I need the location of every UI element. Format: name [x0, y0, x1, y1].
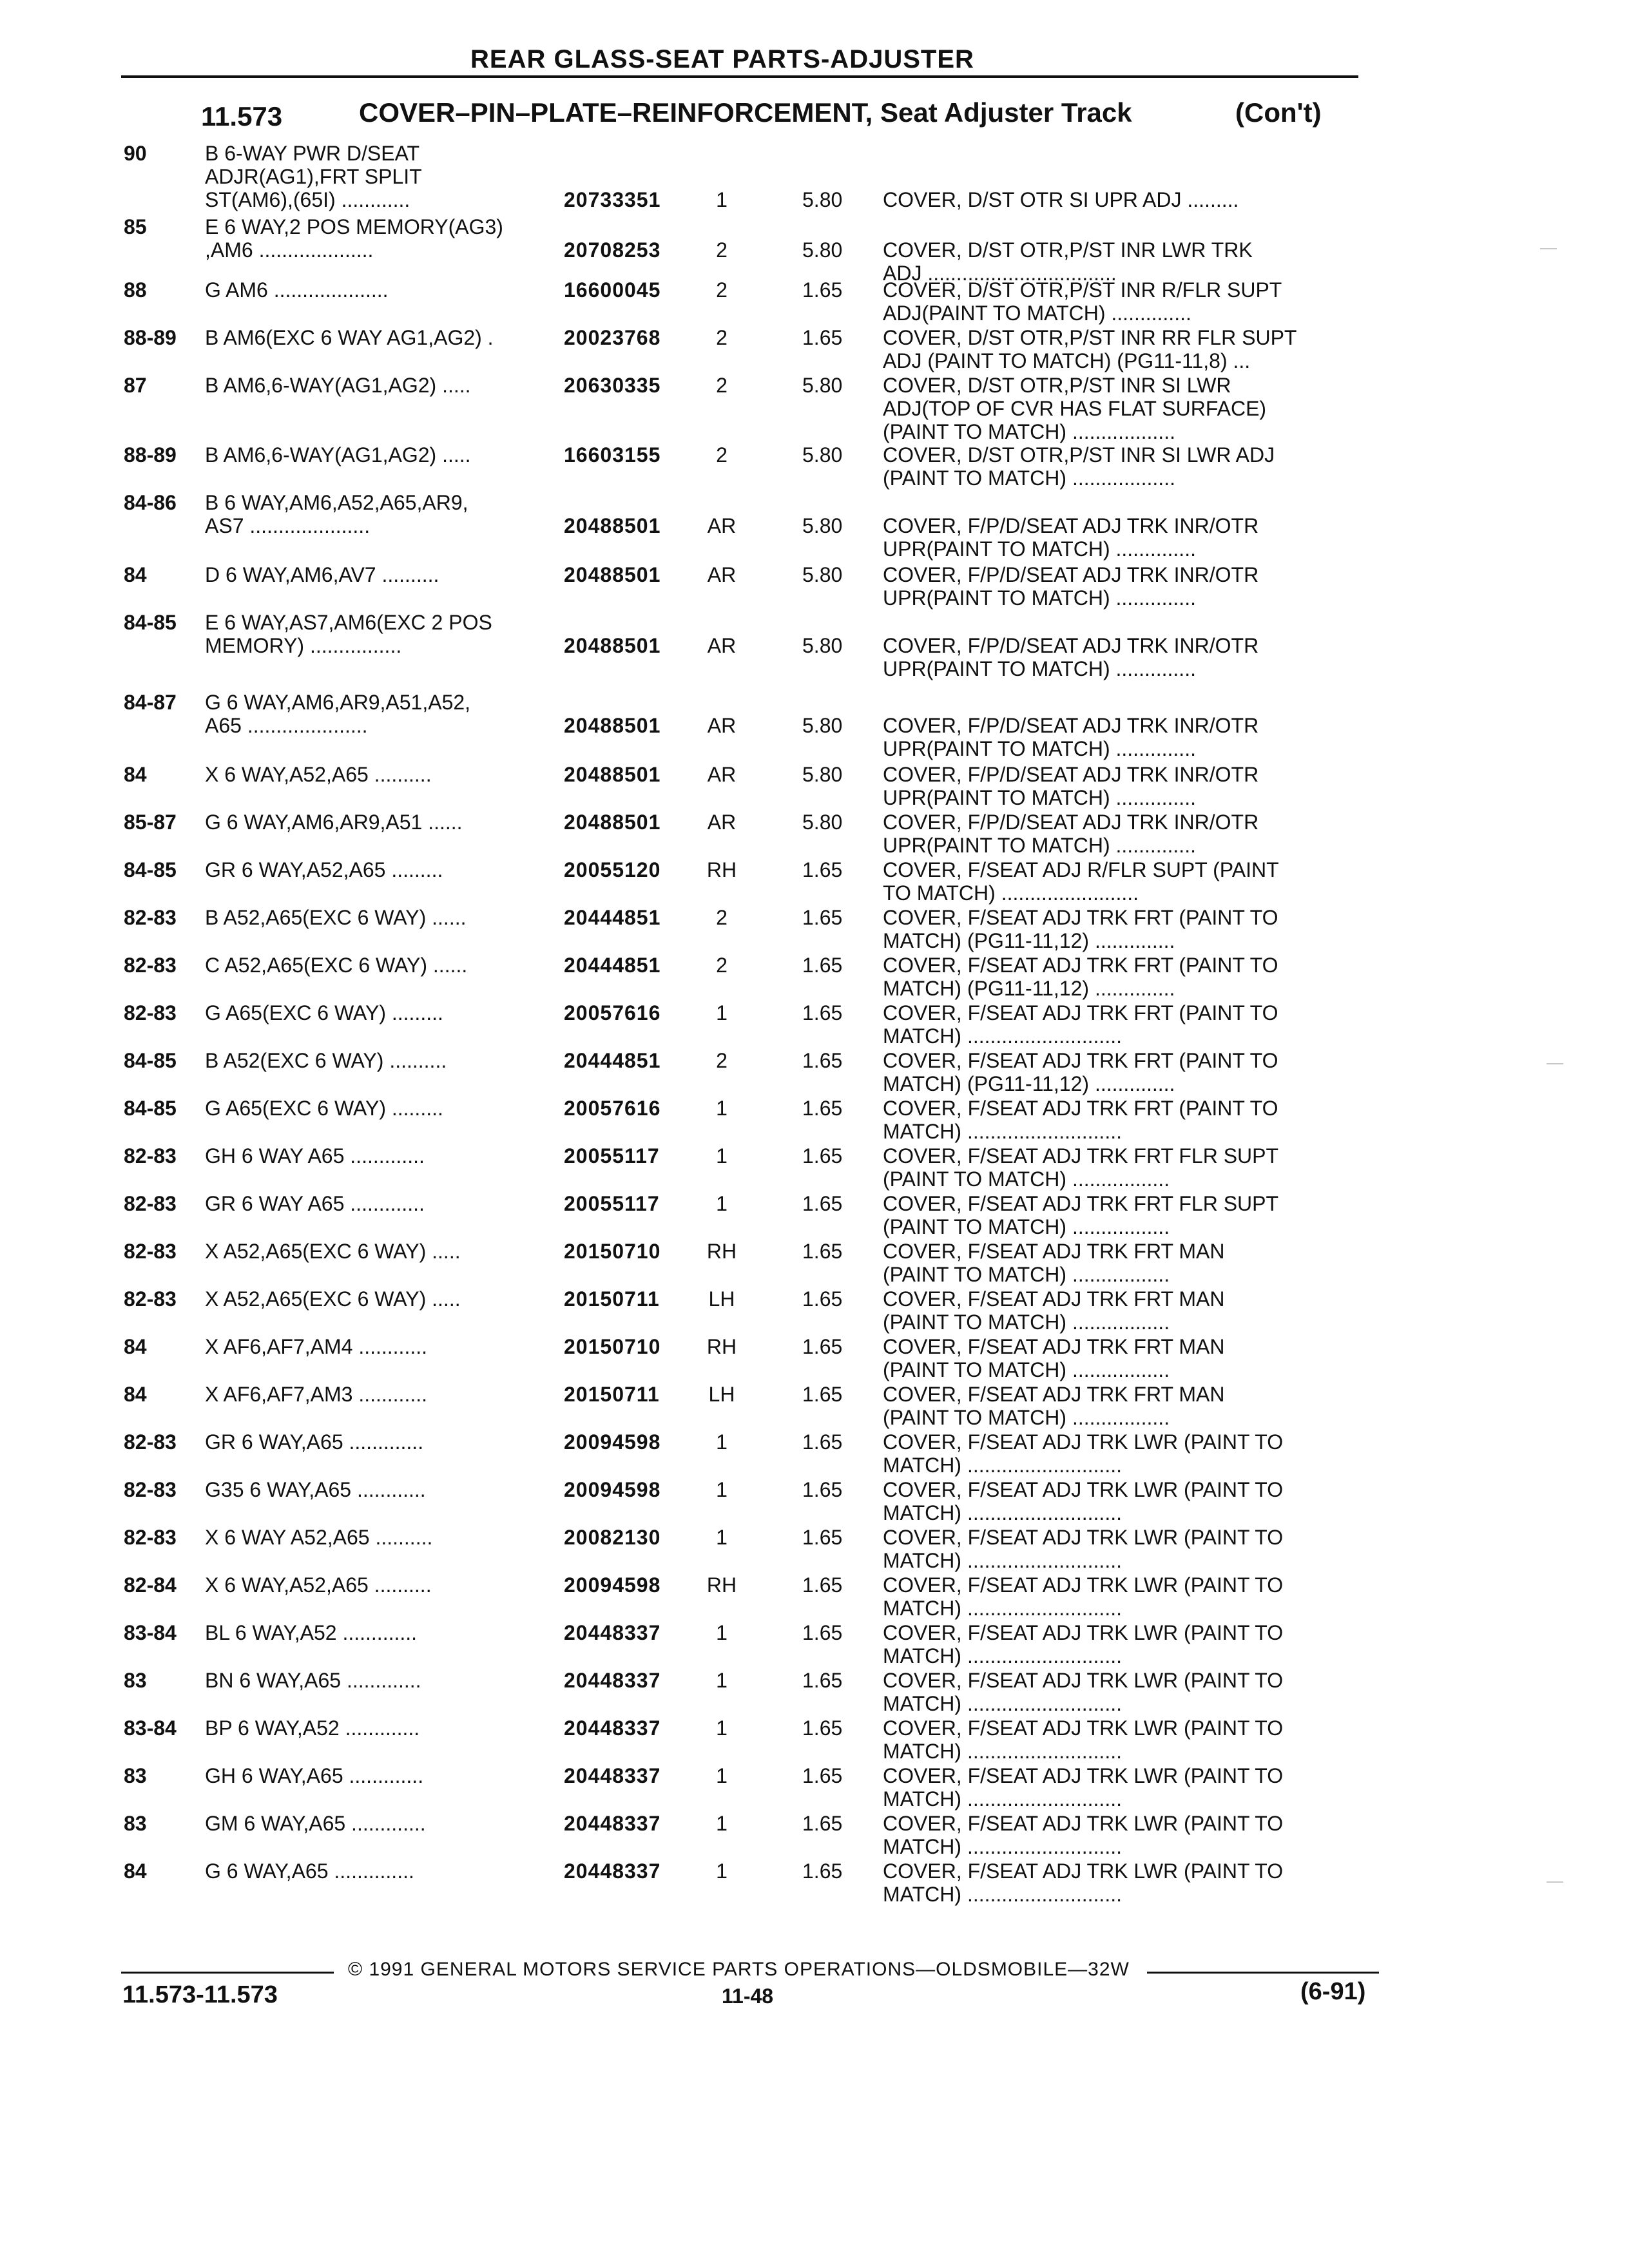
body-description: G 6 WAY,AM6,AR9,A51,A52, A65 ..................... — [205, 691, 471, 737]
part-number: 20448337 — [564, 1716, 661, 1740]
part-number: 20488501 — [564, 634, 661, 657]
model-year: 84-85 — [124, 1049, 177, 1072]
group-number: 1.65 — [802, 1526, 843, 1549]
quantity: 2 — [716, 374, 728, 397]
body-description: GR 6 WAY,A65 ............. — [205, 1430, 424, 1454]
model-year: 84-86 — [124, 491, 177, 514]
quantity: 2 — [716, 1049, 728, 1072]
part-number: 20055120 — [564, 858, 661, 881]
body-description: X A52,A65(EXC 6 WAY) ..... — [205, 1240, 461, 1263]
section-range: 11.573-11.573 — [122, 1981, 278, 2008]
group-number: 1.65 — [802, 1192, 843, 1215]
quantity: RH — [706, 1573, 737, 1597]
part-name: COVER, F/SEAT ADJ TRK FRT MAN (PAINT TO MATCH) ................. — [883, 1287, 1225, 1334]
body-description: GR 6 WAY,A52,A65 ......... — [205, 858, 443, 881]
body-description: B 6 WAY,AM6,A52,A65,AR9, AS7 ..................... — [205, 491, 468, 537]
body-description: G A65(EXC 6 WAY) ......... — [205, 1097, 443, 1120]
model-year: 82-83 — [124, 1192, 177, 1215]
quantity: RH — [706, 858, 737, 881]
group-number: 1.65 — [802, 1383, 843, 1406]
part-number: 20488501 — [564, 714, 661, 737]
group-number: 1.65 — [802, 1573, 843, 1597]
part-name: COVER, F/SEAT ADJ TRK FRT (PAINT TO MATCH) ........................... — [883, 1097, 1278, 1143]
body-description: BP 6 WAY,A52 ............. — [205, 1716, 420, 1740]
part-number: 20448337 — [564, 1812, 661, 1835]
part-name: COVER, F/SEAT ADJ TRK LWR (PAINT TO MATCH) ........................... — [883, 1478, 1284, 1524]
body-description: B AM6(EXC 6 WAY AG1,AG2) . — [205, 326, 494, 349]
part-number: 20448337 — [564, 1621, 661, 1644]
group-number: 1.65 — [802, 1240, 843, 1263]
model-year: 84-87 — [124, 691, 177, 714]
copyright-notice: © 1991 GENERAL MOTORS SERVICE PARTS OPERATIONS—OLDSMOBILE—32W — [348, 1959, 1130, 1980]
part-name: COVER, F/SEAT ADJ TRK LWR (PAINT TO MATCH) ........................... — [883, 1669, 1284, 1715]
part-number: 20733351 — [564, 188, 661, 211]
part-name: COVER, F/SEAT ADJ TRK LWR (PAINT TO MATCH) ........................... — [883, 1621, 1284, 1667]
quantity: 1 — [716, 1716, 728, 1740]
part-name: COVER, F/SEAT ADJ TRK LWR (PAINT TO MATCH) ........................... — [883, 1526, 1284, 1572]
body-description: E 6 WAY,AS7,AM6(EXC 2 POS MEMORY) ................ — [205, 611, 492, 657]
group-number: 5.80 — [802, 634, 843, 657]
model-year: 83-84 — [124, 1716, 177, 1740]
body-description: X 6 WAY,A52,A65 .......... — [205, 763, 432, 786]
body-description: B AM6,6-WAY(AG1,AG2) ..... — [205, 443, 471, 466]
part-number: 20444851 — [564, 954, 661, 977]
part-number: 20448337 — [564, 1669, 661, 1692]
quantity: AR — [707, 514, 737, 537]
body-description: X AF6,AF7,AM3 ............ — [205, 1383, 427, 1406]
part-name: COVER, F/SEAT ADJ TRK LWR (PAINT TO MATCH) ........................... — [883, 1860, 1284, 1906]
group-number: 1.65 — [802, 1097, 843, 1120]
group-number: 5.80 — [802, 188, 843, 211]
page-title: REAR GLASS-SEAT PARTS-ADJUSTER — [470, 45, 974, 73]
part-name: COVER, F/P/D/SEAT ADJ TRK INR/OTR UPR(PAINT TO MATCH) .............. — [883, 763, 1259, 809]
part-number: 20055117 — [564, 1144, 660, 1168]
part-number: 20488501 — [564, 514, 661, 537]
quantity: 1 — [716, 188, 728, 211]
model-year: 87 — [124, 374, 147, 397]
body-description: GH 6 WAY A65 ............. — [205, 1144, 425, 1168]
part-name: COVER, D/ST OTR,P/ST INR SI LWR ADJ(TOP OF CVR HAS FLAT SURFACE) (PAINT TO MATCH) .................. — [883, 374, 1267, 443]
part-name: COVER, D/ST OTR,P/ST INR RR FLR SUPT ADJ (PAINT TO MATCH) (PG11-11,8) ... — [883, 326, 1297, 372]
quantity: RH — [706, 1335, 737, 1358]
quantity: 1 — [716, 1764, 728, 1787]
model-year: 82-83 — [124, 1430, 177, 1454]
group-number: 1.65 — [802, 1812, 843, 1835]
body-description: B AM6,6-WAY(AG1,AG2) ..... — [205, 374, 471, 397]
group-number: 1.65 — [802, 858, 843, 881]
part-name: COVER, F/SEAT ADJ TRK FRT MAN (PAINT TO MATCH) ................. — [883, 1335, 1225, 1381]
quantity: AR — [707, 714, 737, 737]
revision-date: (6-91) — [1300, 1978, 1366, 2005]
part-name: COVER, F/SEAT ADJ TRK LWR (PAINT TO MATCH) ........................... — [883, 1430, 1284, 1477]
body-description: E 6 WAY,2 POS MEMORY(AG3) ,AM6 .................... — [205, 215, 503, 262]
group-number: 5.80 — [802, 763, 843, 786]
model-year: 82-83 — [124, 954, 177, 977]
model-year: 90 — [124, 142, 147, 165]
part-name: COVER, F/SEAT ADJ TRK FRT FLR SUPT (PAINT TO MATCH) ................. — [883, 1192, 1279, 1238]
model-year: 88-89 — [124, 326, 177, 349]
model-year: 88 — [124, 278, 147, 302]
quantity: LH — [708, 1287, 735, 1311]
body-description: B A52,A65(EXC 6 WAY) ...... — [205, 906, 467, 929]
group-number: 1.65 — [802, 1621, 843, 1644]
group-number: 1.65 — [802, 906, 843, 929]
body-description: X 6 WAY,A52,A65 .......... — [205, 1573, 432, 1597]
quantity: 1 — [716, 1144, 728, 1168]
part-name: COVER, D/ST OTR,P/ST INR LWR TRK ADJ ................................. — [883, 238, 1253, 285]
model-year: 85 — [124, 215, 147, 238]
part-number: 20444851 — [564, 906, 661, 929]
quantity: AR — [707, 811, 737, 834]
model-year: 82-83 — [124, 1526, 177, 1549]
group-number: 1.65 — [802, 278, 843, 302]
body-description: G 6 WAY,AM6,AR9,A51 ...... — [205, 811, 463, 834]
body-description: G 6 WAY,A65 .............. — [205, 1860, 414, 1883]
section-name-main: COVER–PIN–PLATE–REINFORCEMENT, — [359, 97, 873, 128]
model-year: 83 — [124, 1669, 147, 1692]
quantity: LH — [708, 1383, 735, 1406]
quantity: 1 — [716, 1812, 728, 1835]
part-name: COVER, D/ST OTR SI UPR ADJ ......... — [883, 188, 1239, 211]
body-description: BN 6 WAY,A65 ............. — [205, 1669, 421, 1692]
group-number: 1.65 — [802, 1430, 843, 1454]
model-year: 84 — [124, 763, 147, 786]
model-year: 84 — [124, 1335, 147, 1358]
model-year: 82-83 — [124, 1001, 177, 1024]
group-number: 5.80 — [802, 714, 843, 737]
part-number: 20057616 — [564, 1001, 661, 1024]
group-number: 5.80 — [802, 443, 843, 466]
body-description: G A65(EXC 6 WAY) ......... — [205, 1001, 443, 1024]
part-number: 20150710 — [564, 1335, 661, 1358]
quantity: 2 — [716, 443, 728, 466]
part-name: COVER, F/P/D/SEAT ADJ TRK INR/OTR UPR(PAINT TO MATCH) .............. — [883, 714, 1259, 760]
part-name: COVER, D/ST OTR,P/ST INR R/FLR SUPT ADJ(PAINT TO MATCH) .............. — [883, 278, 1282, 325]
quantity: AR — [707, 563, 737, 586]
body-description: GH 6 WAY,A65 ............. — [205, 1764, 424, 1787]
body-description: D 6 WAY,AM6,AV7 .......... — [205, 563, 439, 586]
body-description: B 6-WAY PWR D/SEAT ADJR(AG1),FRT SPLIT ST(AM6),(65I) ............ — [205, 142, 422, 211]
body-description: G AM6 .................... — [205, 278, 389, 302]
model-year: 83 — [124, 1812, 147, 1835]
part-number: 20150710 — [564, 1240, 661, 1263]
section-number: 11.573 — [201, 101, 283, 131]
model-year: 83 — [124, 1764, 147, 1787]
model-year: 84 — [124, 563, 147, 586]
section-continued: (Con't) — [1235, 97, 1322, 128]
model-year: 84 — [124, 1860, 147, 1883]
quantity: 1 — [716, 1097, 728, 1120]
part-number: 20488501 — [564, 811, 661, 834]
model-year: 82-83 — [124, 1144, 177, 1168]
part-name: COVER, F/SEAT ADJ TRK FRT (PAINT TO MATCH) (PG11-11,12) .............. — [883, 1049, 1278, 1095]
section-subname: Seat Adjuster Track — [880, 97, 1132, 128]
quantity: 2 — [716, 238, 728, 262]
body-description: B A52(EXC 6 WAY) .......... — [205, 1049, 447, 1072]
part-name: COVER, F/SEAT ADJ TRK FRT MAN (PAINT TO MATCH) ................. — [883, 1240, 1225, 1286]
scan-mark — [1547, 1881, 1563, 1883]
part-name: COVER, F/P/D/SEAT ADJ TRK INR/OTR UPR(PAINT TO MATCH) .............. — [883, 634, 1259, 680]
quantity: AR — [707, 634, 737, 657]
part-name: COVER, F/P/D/SEAT ADJ TRK INR/OTR UPR(PAINT TO MATCH) .............. — [883, 811, 1259, 857]
body-description: GM 6 WAY,A65 ............. — [205, 1812, 426, 1835]
group-number: 1.65 — [802, 954, 843, 977]
group-number: 5.80 — [802, 374, 843, 397]
footer-rule-right — [1147, 1972, 1379, 1974]
quantity: 1 — [716, 1526, 728, 1549]
body-description: BL 6 WAY,A52 ............. — [205, 1621, 418, 1644]
body-description: X 6 WAY A52,A65 .......... — [205, 1526, 433, 1549]
quantity: 1 — [716, 1860, 728, 1883]
model-year: 83-84 — [124, 1621, 177, 1644]
part-number: 20630335 — [564, 374, 661, 397]
group-number: 1.65 — [802, 1669, 843, 1692]
quantity: RH — [706, 1240, 737, 1263]
quantity: 2 — [716, 278, 728, 302]
scan-mark — [1540, 248, 1557, 249]
model-year: 84-85 — [124, 858, 177, 881]
scan-mark — [1547, 1063, 1563, 1064]
part-number: 20444851 — [564, 1049, 661, 1072]
group-number: 1.65 — [802, 1716, 843, 1740]
group-number: 5.80 — [802, 514, 843, 537]
quantity: AR — [707, 763, 737, 786]
part-number: 16600045 — [564, 278, 661, 302]
quantity: 1 — [716, 1478, 728, 1501]
part-name: COVER, F/P/D/SEAT ADJ TRK INR/OTR UPR(PAINT TO MATCH) .............. — [883, 514, 1259, 561]
group-number: 1.65 — [802, 1478, 843, 1501]
group-number: 5.80 — [802, 811, 843, 834]
part-number: 20150711 — [564, 1287, 660, 1311]
part-name: COVER, F/SEAT ADJ R/FLR SUPT (PAINT TO MATCH) ........................ — [883, 858, 1279, 905]
quantity: 2 — [716, 906, 728, 929]
part-number: 16603155 — [564, 443, 661, 466]
quantity: 1 — [716, 1621, 728, 1644]
part-number: 20094598 — [564, 1430, 661, 1454]
body-description: C A52,A65(EXC 6 WAY) ...... — [205, 954, 468, 977]
model-year: 84-85 — [124, 1097, 177, 1120]
group-number: 1.65 — [802, 326, 843, 349]
part-number: 20488501 — [564, 763, 661, 786]
group-number: 1.65 — [802, 1001, 843, 1024]
quantity: 2 — [716, 954, 728, 977]
body-description: X AF6,AF7,AM4 ............ — [205, 1335, 427, 1358]
model-year: 85-87 — [124, 811, 177, 834]
group-number: 1.65 — [802, 1335, 843, 1358]
part-number: 20708253 — [564, 238, 661, 262]
group-number: 1.65 — [802, 1764, 843, 1787]
model-year: 82-84 — [124, 1573, 177, 1597]
group-number: 5.80 — [802, 563, 843, 586]
part-name: COVER, F/SEAT ADJ TRK FRT (PAINT TO MATCH) ........................... — [883, 1001, 1278, 1048]
group-number: 1.65 — [802, 1287, 843, 1311]
part-name: COVER, F/P/D/SEAT ADJ TRK INR/OTR UPR(PAINT TO MATCH) .............. — [883, 563, 1259, 610]
model-year: 82-83 — [124, 906, 177, 929]
group-number: 1.65 — [802, 1860, 843, 1883]
part-name: COVER, D/ST OTR,P/ST INR SI LWR ADJ (PAINT TO MATCH) .................. — [883, 443, 1275, 490]
quantity: 1 — [716, 1669, 728, 1692]
part-number: 20023768 — [564, 326, 661, 349]
part-name: COVER, F/SEAT ADJ TRK LWR (PAINT TO MATCH) ........................... — [883, 1812, 1284, 1858]
page-number: 11-48 — [722, 1984, 774, 2008]
footer-rule-left — [121, 1972, 334, 1974]
part-name: COVER, F/SEAT ADJ TRK FRT FLR SUPT (PAINT TO MATCH) ................. — [883, 1144, 1279, 1191]
part-name: COVER, F/SEAT ADJ TRK FRT MAN (PAINT TO MATCH) ................. — [883, 1383, 1225, 1429]
part-name: COVER, F/SEAT ADJ TRK LWR (PAINT TO MATCH) ........................... — [883, 1764, 1284, 1811]
part-name: COVER, F/SEAT ADJ TRK LWR (PAINT TO MATCH) ........................... — [883, 1716, 1284, 1763]
part-name: COVER, F/SEAT ADJ TRK FRT (PAINT TO MATCH) (PG11-11,12) .............. — [883, 954, 1278, 1000]
part-number: 20094598 — [564, 1478, 661, 1501]
model-year: 84-85 — [124, 611, 177, 634]
model-year: 82-83 — [124, 1287, 177, 1311]
part-number: 20448337 — [564, 1764, 661, 1787]
part-number: 20094598 — [564, 1573, 661, 1597]
quantity: 2 — [716, 326, 728, 349]
group-number: 5.80 — [802, 238, 843, 262]
group-number: 1.65 — [802, 1144, 843, 1168]
part-number: 20082130 — [564, 1526, 661, 1549]
part-number: 20055117 — [564, 1192, 660, 1215]
part-number: 20057616 — [564, 1097, 661, 1120]
part-name: COVER, F/SEAT ADJ TRK LWR (PAINT TO MATCH) ........................... — [883, 1573, 1284, 1620]
body-description: GR 6 WAY A65 ............. — [205, 1192, 425, 1215]
quantity: 1 — [716, 1001, 728, 1024]
body-description: X A52,A65(EXC 6 WAY) ..... — [205, 1287, 461, 1311]
quantity: 1 — [716, 1430, 728, 1454]
model-year: 82-83 — [124, 1478, 177, 1501]
group-number: 1.65 — [802, 1049, 843, 1072]
model-year: 88-89 — [124, 443, 177, 466]
part-number: 20488501 — [564, 563, 661, 586]
body-description: G35 6 WAY,A65 ............ — [205, 1478, 426, 1501]
model-year: 84 — [124, 1383, 147, 1406]
part-number: 20150711 — [564, 1383, 660, 1406]
quantity: 1 — [716, 1192, 728, 1215]
part-name: COVER, F/SEAT ADJ TRK FRT (PAINT TO MATCH) (PG11-11,12) .............. — [883, 906, 1278, 952]
model-year: 82-83 — [124, 1240, 177, 1263]
part-number: 20448337 — [564, 1860, 661, 1883]
